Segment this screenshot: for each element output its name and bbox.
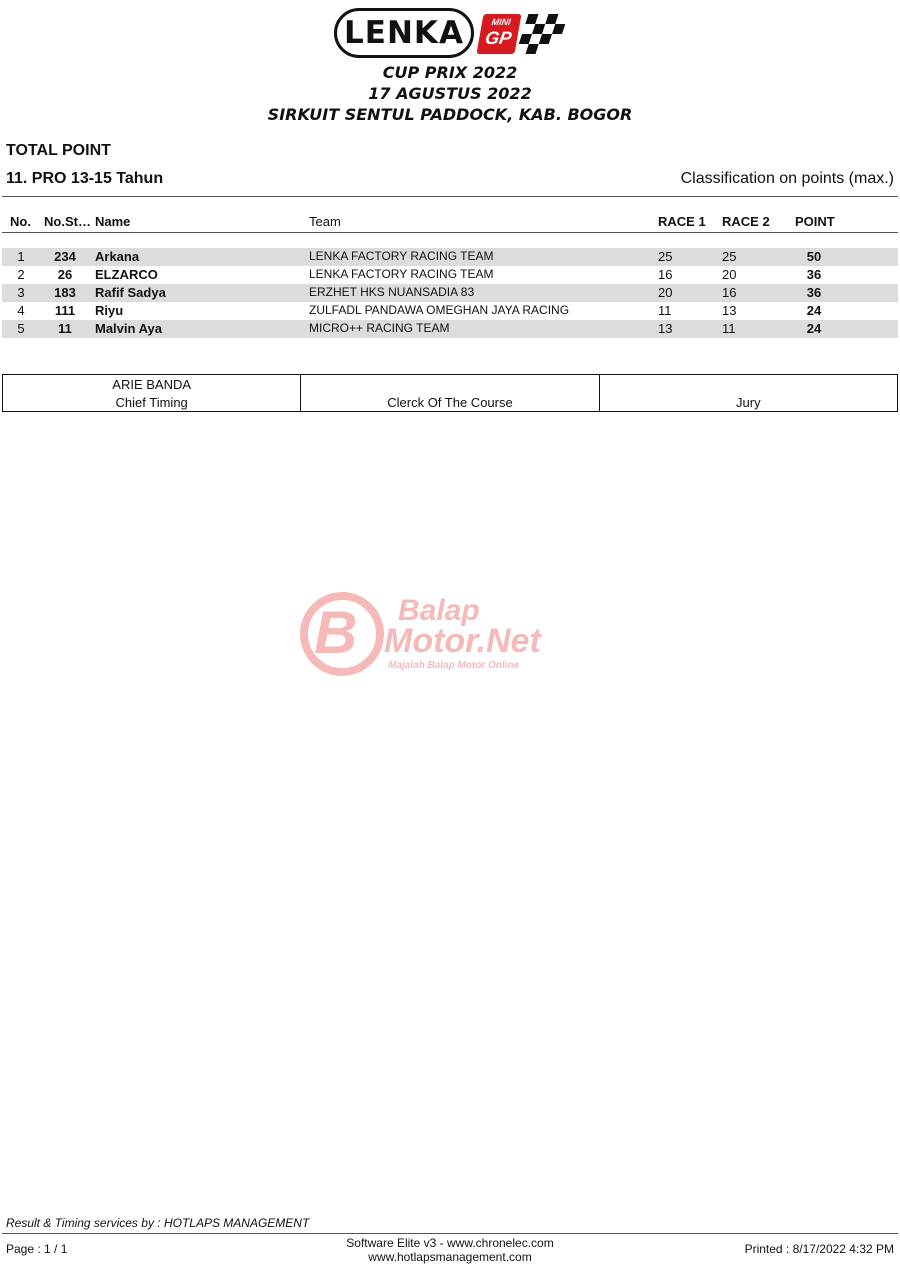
cell-rider-name: Rafif Sadya bbox=[95, 285, 166, 300]
col-header-no: No. bbox=[10, 214, 31, 229]
cell-start-no: 183 bbox=[54, 285, 76, 300]
table-row bbox=[2, 248, 898, 266]
page-number: Page : 1 / 1 bbox=[6, 1242, 68, 1256]
cell-point: 24 bbox=[806, 303, 822, 318]
cell-race2: 25 bbox=[722, 249, 737, 264]
signature-chief-timing bbox=[3, 375, 301, 411]
signature-jury bbox=[600, 375, 897, 411]
watermark-tagline: Majalah Balap Motor Online bbox=[388, 660, 520, 671]
event-venue: SIRKUIT SENTUL PADDOCK, KAB. BOGOR bbox=[267, 105, 633, 124]
watermark-line1: Balap bbox=[398, 594, 480, 627]
lenka-logo-text: LENKA bbox=[334, 8, 474, 58]
cell-race1: 25 bbox=[658, 249, 673, 264]
logo-mini-text: MINI bbox=[490, 17, 512, 27]
cell-race1: 20 bbox=[658, 285, 673, 300]
class-name: 11. PRO 13-15 Tahun bbox=[6, 170, 164, 187]
cell-rider-name: Arkana bbox=[95, 249, 140, 264]
printed-timestamp: Printed : 8/17/2022 4:32 PM bbox=[744, 1242, 894, 1256]
checkered-flag-icon bbox=[516, 14, 571, 54]
footer-divider bbox=[2, 1233, 898, 1234]
cell-start-no: 26 bbox=[57, 267, 73, 282]
header-divider bbox=[2, 232, 898, 233]
timing-credit: Result & Timing services by : HOTLAPS MANAGEMENT bbox=[6, 1216, 310, 1230]
classification-note: Classification on points (max.) bbox=[680, 170, 894, 187]
cell-race1: 16 bbox=[658, 267, 673, 282]
cell-rider-name: ELZARCO bbox=[95, 267, 158, 282]
signature-role: Jury bbox=[736, 395, 761, 410]
cell-point: 36 bbox=[806, 267, 822, 282]
col-header-race1: RACE 1 bbox=[658, 214, 706, 229]
minigp-badge bbox=[476, 14, 521, 54]
cell-position: 4 bbox=[17, 303, 25, 318]
cell-start-no: 11 bbox=[58, 321, 72, 336]
cell-point: 36 bbox=[806, 285, 822, 300]
event-date: 17 AGUSTUS 2022 bbox=[368, 84, 532, 103]
software-line1: Software Elite v3 - www.chronelec.com bbox=[346, 1236, 554, 1250]
cell-team: MICRO++ RACING TEAM bbox=[309, 321, 450, 335]
table-row bbox=[2, 266, 898, 284]
cell-start-no: 111 bbox=[54, 303, 76, 318]
cell-race1: 13 bbox=[658, 321, 673, 336]
software-info bbox=[250, 1236, 650, 1264]
col-header-point: POINT bbox=[795, 214, 835, 229]
cell-team: LENKA FACTORY RACING TEAM bbox=[309, 249, 494, 263]
col-header-start-no: No.St… bbox=[44, 214, 91, 229]
event-logo bbox=[334, 6, 566, 62]
results-table bbox=[2, 248, 898, 338]
table-row bbox=[2, 284, 898, 302]
col-header-name: Name bbox=[95, 214, 131, 229]
table-row bbox=[2, 320, 898, 338]
signature-role: Clerck Of The Course bbox=[387, 395, 513, 410]
signature-role: Chief Timing bbox=[115, 395, 188, 410]
col-header-team: Team bbox=[309, 214, 341, 229]
watermark-line2: Motor.Net bbox=[384, 622, 541, 660]
cell-point: 24 bbox=[806, 321, 822, 336]
event-title: CUP PRIX 2022 bbox=[382, 63, 518, 82]
cell-team: ZULFADL PANDAWA OMEGHAN JAYA RACING bbox=[309, 303, 570, 317]
signature-clerk-of-course bbox=[301, 375, 599, 411]
cell-position: 3 bbox=[17, 285, 25, 300]
cell-position: 2 bbox=[17, 267, 25, 282]
cell-race1: 11 bbox=[658, 303, 672, 318]
signature-name: ARIE BANDA bbox=[112, 377, 192, 392]
cell-race2: 13 bbox=[722, 303, 737, 318]
software-line2: www.hotlapsmanagement.com bbox=[368, 1250, 532, 1264]
cell-point: 50 bbox=[806, 249, 822, 264]
cell-race2: 11 bbox=[722, 321, 736, 336]
cell-rider-name: Riyu bbox=[95, 303, 124, 318]
logo-gp-text: GP bbox=[483, 28, 514, 48]
cell-team: LENKA FACTORY RACING TEAM bbox=[309, 267, 494, 281]
cell-team: ERZHET HKS NUANSADIA 83 bbox=[309, 285, 475, 299]
cell-position: 1 bbox=[17, 249, 25, 264]
watermark-logo bbox=[300, 592, 600, 682]
title-divider bbox=[2, 196, 898, 197]
cell-rider-name: Malvin Aya bbox=[95, 321, 162, 336]
cell-start-no: 234 bbox=[54, 249, 76, 264]
signature-table bbox=[2, 374, 898, 412]
cell-race2: 20 bbox=[722, 267, 737, 282]
cell-race2: 16 bbox=[722, 285, 737, 300]
cell-position: 5 bbox=[17, 321, 25, 336]
watermark-letter: B bbox=[314, 599, 358, 666]
table-row bbox=[2, 302, 898, 320]
col-header-race2: RACE 2 bbox=[722, 214, 770, 229]
document-title: TOTAL POINT bbox=[6, 142, 111, 159]
